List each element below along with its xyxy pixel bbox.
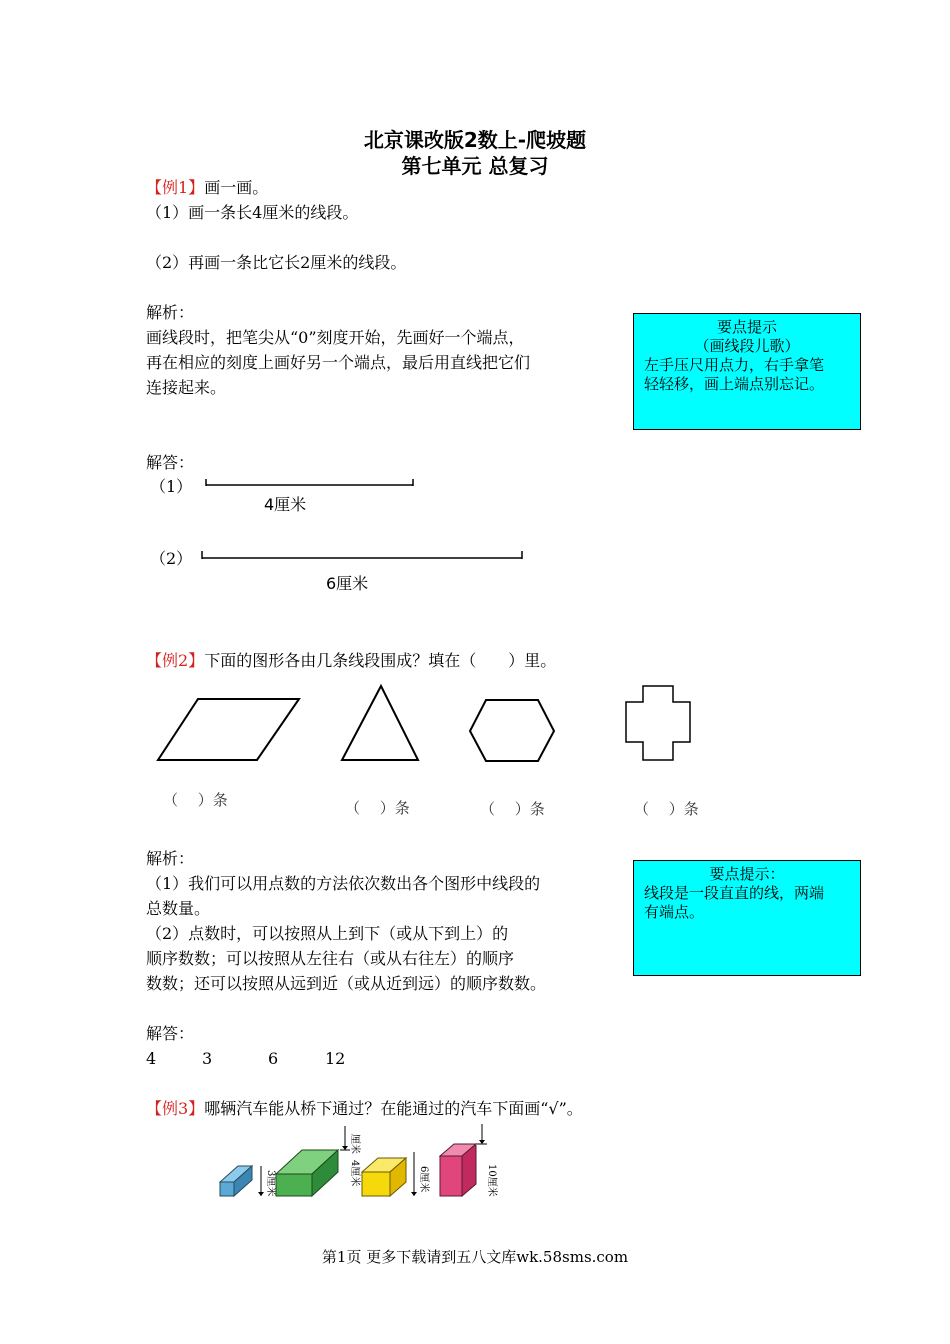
example1-tip-box <box>633 313 861 430</box>
example2-analysis-line-1: （1）我们可以用点数的方法依次数出各个图形中线段的 <box>146 874 541 893</box>
segment-6cm <box>196 548 528 564</box>
example2-tip-title: 要点提示： <box>709 865 785 883</box>
page-subtitle: 第七单元 总复习 <box>401 154 549 178</box>
example2-answers <box>146 1046 345 1072</box>
example2-analysis-label: 解析： <box>146 849 195 868</box>
example1-tip-subtitle: （画线段儿歌） <box>694 337 800 355</box>
example1-answer2-num: （2） <box>150 549 193 568</box>
example1-analysis-line-1: 画线段时，把笔尖从“0”刻度开始，先画好一个端点， <box>146 328 525 347</box>
parallelogram-shape <box>158 699 299 760</box>
page-footer: 第1页 更多下载请到五八文库wk.58sms.com <box>321 1248 629 1266</box>
example1-analysis-line-3: 连接起来。 <box>146 378 227 397</box>
blank-cross: （ ）条 <box>634 800 699 818</box>
example2-tip-line-1: 线段是一段直直的线，两端 <box>644 884 825 902</box>
box-6cm <box>362 1152 431 1196</box>
example2-answer-label: 解答： <box>146 1024 195 1043</box>
example3-heading <box>146 1096 583 1122</box>
blank-hexagon: （ ）条 <box>480 800 545 818</box>
cross-shape <box>626 686 690 760</box>
hexagon-shape <box>470 700 554 761</box>
example2-shapes <box>150 680 730 770</box>
example2-heading <box>146 648 556 674</box>
example2-analysis-line-5: 数数；还可以按照从远到近（或从近到远）的顺序数数。 <box>146 974 547 993</box>
blank-parallelogram: （ ）条 <box>163 791 228 809</box>
example2-analysis-line-3: （2）点数时，可以按照从上到下（或从下到上）的 <box>146 924 509 943</box>
example1-q2: （2）再画一条比它长2厘米的线段。 <box>146 253 407 272</box>
answer-triangle: 3 <box>202 1049 213 1068</box>
example1-tip-line-1: 左手压尺用点力，右手拿笔 <box>644 356 825 374</box>
answer-parallelogram: 4 <box>146 1049 157 1068</box>
page-title: 北京课改版2数上-爬坡题 <box>363 128 587 152</box>
example1-analysis-line-2: 再在相应的刻度上画好另一个端点，最后用直线把它们 <box>146 353 531 372</box>
triangle-shape <box>342 686 418 760</box>
box-10cm <box>440 1124 499 1197</box>
svg-text:4厘米: 4厘米 <box>349 1160 360 1187</box>
answer-cross: 12 <box>325 1049 346 1068</box>
example1-tip-title: 要点提示 <box>716 318 777 336</box>
example1-tag: 【例1】 <box>146 178 205 197</box>
example1-analysis-label: 解析： <box>146 303 195 322</box>
example2-tip-line-2: 有端点。 <box>644 903 705 921</box>
blank-triangle: （ ）条 <box>345 799 410 817</box>
example1-answer1-num: （1） <box>150 477 193 496</box>
example3-tag: 【例3】 <box>146 1099 205 1118</box>
example2-analysis-line-2: 总数量。 <box>146 899 211 918</box>
example1-question: 画一画。 <box>204 178 269 197</box>
example2-tip-box <box>633 860 861 976</box>
example2-analysis-line-4: 顺序数数；可以按照从左往右（或从右往左）的顺序 <box>146 949 515 968</box>
example3-boxes <box>214 1122 504 1202</box>
svg-text:10厘米: 10厘米 <box>486 1164 497 1197</box>
example1-answer1-length: 4厘米 <box>264 495 307 514</box>
example3-question: 哪辆汽车能从桥下通过？在能通过的汽车下面画“√”。 <box>204 1099 583 1118</box>
example2-tag: 【例2】 <box>146 651 205 670</box>
example2-question: 下面的图形各由几条线段围成？填在（ ）里。 <box>204 651 557 670</box>
svg-text:厘米: 厘米 <box>349 1134 360 1154</box>
svg-text:3厘米: 3厘米 <box>265 1170 276 1197</box>
example1-tip-line-2: 轻轻移，画上端点别忘记。 <box>644 375 825 393</box>
answer-hexagon: 6 <box>268 1049 279 1068</box>
box-4cm <box>276 1126 362 1196</box>
segment-4cm <box>200 476 420 492</box>
example1-answer-label: 解答： <box>146 453 195 472</box>
example1-answer2-length: 6厘米 <box>326 574 369 593</box>
box-3cm <box>220 1166 278 1196</box>
svg-text:6厘米: 6厘米 <box>418 1166 429 1193</box>
example1-q1: （1）画一条长4厘米的线段。 <box>146 203 359 222</box>
example1-heading <box>146 175 268 201</box>
